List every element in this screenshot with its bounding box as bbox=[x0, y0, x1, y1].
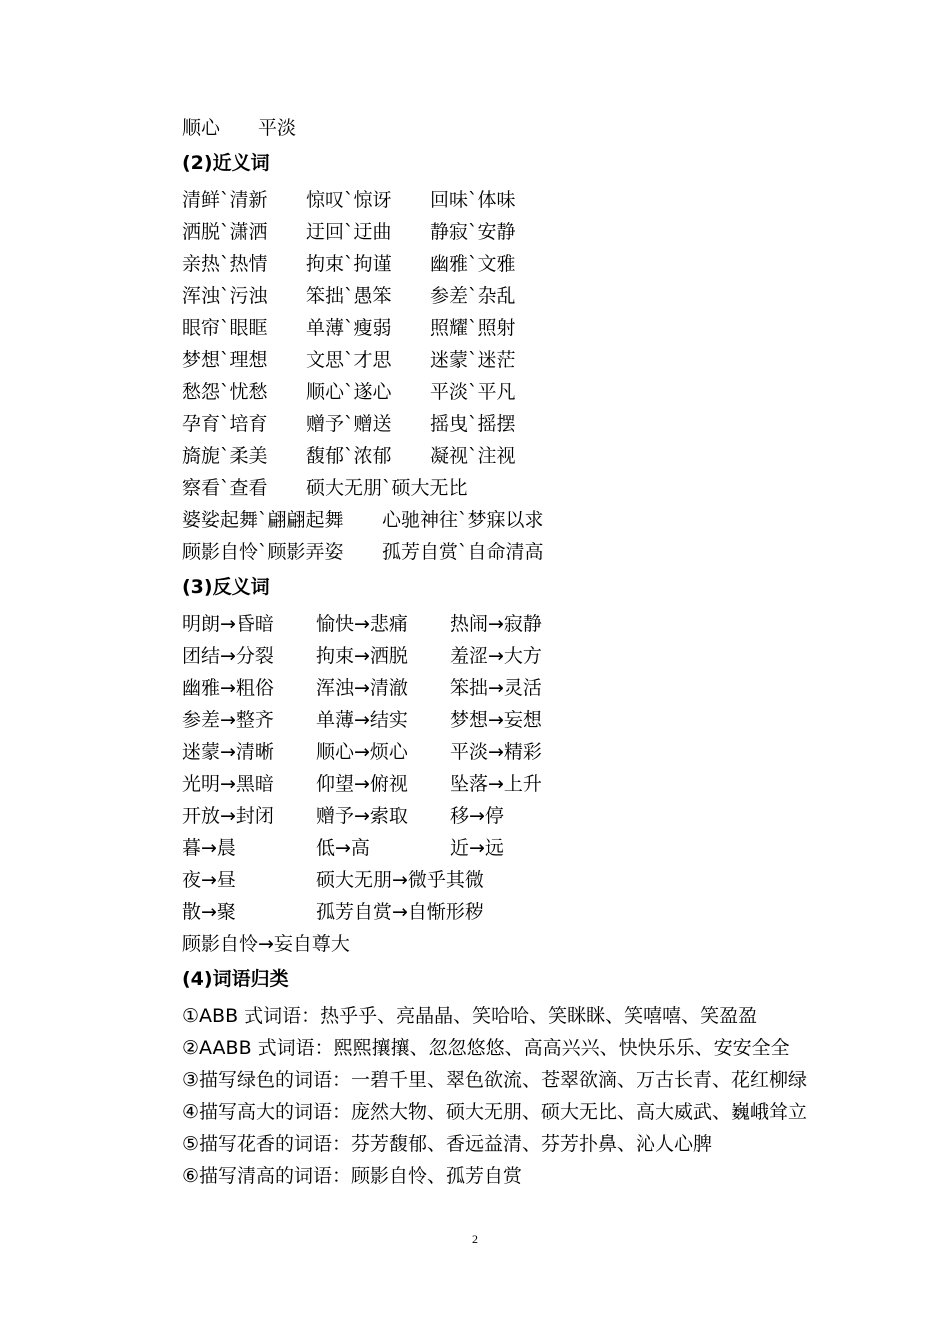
word-pair: 明朗→昏暗 bbox=[182, 613, 274, 635]
word-pair: 幽雅→粗俗 bbox=[182, 677, 274, 699]
word-pair: 羞涩→大方 bbox=[450, 645, 542, 667]
word-pair: 浑浊`污浊 bbox=[182, 285, 268, 307]
word-pair: 拘束→洒脱 bbox=[316, 645, 408, 667]
word-pair: 迷蒙`迷茫 bbox=[430, 349, 516, 371]
word-pair: 夜→昼 bbox=[182, 869, 236, 891]
word-row bbox=[182, 184, 882, 216]
word-pair: 笨拙`愚笨 bbox=[306, 285, 392, 307]
word-pair: 迷蒙→清晰 bbox=[182, 741, 274, 763]
word-pair: 愁怨`忧愁 bbox=[182, 381, 268, 403]
classification-item: ⑥描写清高的词语：顾影自怜、孤芳自赏 bbox=[182, 1165, 523, 1187]
antonym-list bbox=[182, 608, 882, 960]
word-pair: 顾影自怜`顾影弄姿 bbox=[182, 541, 344, 563]
section-heading-classification: (4)词语归类 bbox=[182, 968, 289, 990]
word-row bbox=[182, 672, 882, 704]
word-pair: 低→高 bbox=[316, 837, 370, 859]
word-pair: 热闹→寂静 bbox=[450, 613, 542, 635]
word-pair: 亲热`热情 bbox=[182, 253, 268, 275]
word: 平淡 bbox=[258, 117, 297, 139]
word-row bbox=[182, 248, 882, 280]
word: 顺心 bbox=[182, 117, 221, 139]
word-pair: 顺心→烦心 bbox=[316, 741, 408, 763]
word-pair: 幽雅`文雅 bbox=[430, 253, 516, 275]
section-heading-antonyms: (3)反义词 bbox=[182, 576, 270, 598]
word-row bbox=[182, 736, 882, 768]
classification-item: ④描写高大的词语：庞然大物、硕大无朋、硕大无比、高大威武、巍峨耸立 bbox=[182, 1101, 808, 1123]
word-pair: 坠落→上升 bbox=[450, 773, 542, 795]
word-pair: 赠予→索取 bbox=[316, 805, 408, 827]
word-pair: 参差→整齐 bbox=[182, 709, 274, 731]
word-pair: 团结→分裂 bbox=[182, 645, 274, 667]
word-pair: 顾影自怜→妄自尊大 bbox=[182, 933, 350, 955]
word-pair: 清鲜`清新 bbox=[182, 189, 268, 211]
classification-item: ①ABB 式词语：热乎乎、亮晶晶、笑哈哈、笑眯眯、笑嘻嘻、笑盈盈 bbox=[182, 1005, 758, 1027]
word-row bbox=[182, 440, 882, 472]
word-row bbox=[182, 280, 882, 312]
word-row bbox=[182, 832, 882, 864]
document-body bbox=[182, 112, 882, 1192]
word-pair: 惊叹`惊讶 bbox=[306, 189, 392, 211]
word-pair: 笨拙→灵活 bbox=[450, 677, 542, 699]
word-row bbox=[182, 504, 882, 536]
word-pair: 单薄`瘦弱 bbox=[306, 317, 392, 339]
word-pair: 梦想→妄想 bbox=[450, 709, 542, 731]
word-row bbox=[182, 608, 882, 640]
word-row bbox=[182, 472, 882, 504]
word-row bbox=[182, 928, 882, 960]
word-pair: 硕大无朋`硕大无比 bbox=[306, 477, 468, 499]
word-pair: 照耀`照射 bbox=[430, 317, 516, 339]
classification-item: ③描写绿色的词语：一碧千里、翠色欲流、苍翠欲滴、万古长青、花红柳绿 bbox=[182, 1069, 808, 1091]
word-pair: 眼帘`眼眶 bbox=[182, 317, 268, 339]
word-pair: 孤芳自赏→自惭形秽 bbox=[316, 901, 484, 923]
word-pair: 心驰神往`梦寐以求 bbox=[382, 509, 544, 531]
word-pair: 孕育`培育 bbox=[182, 413, 268, 435]
word-row bbox=[182, 408, 882, 440]
word-pair: 愉快→悲痛 bbox=[316, 613, 408, 635]
classification-item: ②AABB 式词语：熙熙攘攘、忽忽悠悠、高高兴兴、快快乐乐、安安全全 bbox=[182, 1037, 790, 1059]
word-pair: 凝视`注视 bbox=[430, 445, 516, 467]
word-pair: 浑浊→清澈 bbox=[316, 677, 408, 699]
word-row bbox=[182, 768, 882, 800]
synonym-list bbox=[182, 184, 882, 504]
classification-list bbox=[182, 1000, 882, 1192]
word-pair: 散→聚 bbox=[182, 901, 236, 923]
word-pair: 平淡`平凡 bbox=[430, 381, 516, 403]
word-pair: 硕大无朋→微乎其微 bbox=[316, 869, 484, 891]
word-pair: 洒脱`潇洒 bbox=[182, 221, 268, 243]
page-number: 2 bbox=[472, 1232, 478, 1246]
word-pair: 赠予`赠送 bbox=[306, 413, 392, 435]
word-pair: 暮→晨 bbox=[182, 837, 236, 859]
word-pair: 孤芳自赏`自命清高 bbox=[382, 541, 544, 563]
word-row bbox=[182, 800, 882, 832]
word-pair: 婆娑起舞`翩翩起舞 bbox=[182, 509, 344, 531]
word-pair: 馥郁`浓郁 bbox=[306, 445, 392, 467]
word-pair: 察看`查看 bbox=[182, 477, 268, 499]
word-pair: 近→远 bbox=[450, 837, 504, 859]
word-pair: 光明→黑暗 bbox=[182, 773, 274, 795]
word-row bbox=[182, 864, 882, 896]
word-pair: 参差`杂乱 bbox=[430, 285, 516, 307]
synonym-idiom-list bbox=[182, 504, 882, 568]
word-row bbox=[182, 896, 882, 928]
word-pair: 梦想`理想 bbox=[182, 349, 268, 371]
word-row bbox=[182, 312, 882, 344]
word-row bbox=[182, 704, 882, 736]
word-pair: 文思`才思 bbox=[306, 349, 392, 371]
word-pair: 平淡→精彩 bbox=[450, 741, 542, 763]
word-row bbox=[182, 640, 882, 672]
word-pair: 静寂`安静 bbox=[430, 221, 516, 243]
word-row bbox=[182, 216, 882, 248]
word-pair: 顺心`遂心 bbox=[306, 381, 392, 403]
word-pair: 摇曳`摇摆 bbox=[430, 413, 516, 435]
word-pair: 开放→封闭 bbox=[182, 805, 274, 827]
word-row bbox=[182, 536, 882, 568]
classification-item: ⑤描写花香的词语：芬芳馥郁、香远益清、芬芳扑鼻、沁人心脾 bbox=[182, 1133, 713, 1155]
word-pair: 回味`体味 bbox=[430, 189, 516, 211]
word-pair: 旖旎`柔美 bbox=[182, 445, 268, 467]
word-pair: 拘束`拘谨 bbox=[306, 253, 392, 275]
word-row bbox=[182, 344, 882, 376]
section-heading-synonyms: (2)近义词 bbox=[182, 152, 270, 174]
word-pair: 仰望→俯视 bbox=[316, 773, 408, 795]
word-pair: 迂回`迂曲 bbox=[306, 221, 392, 243]
word-pair: 移→停 bbox=[450, 805, 504, 827]
top-line bbox=[182, 112, 882, 144]
word-pair: 单薄→结实 bbox=[316, 709, 408, 731]
word-row bbox=[182, 376, 882, 408]
